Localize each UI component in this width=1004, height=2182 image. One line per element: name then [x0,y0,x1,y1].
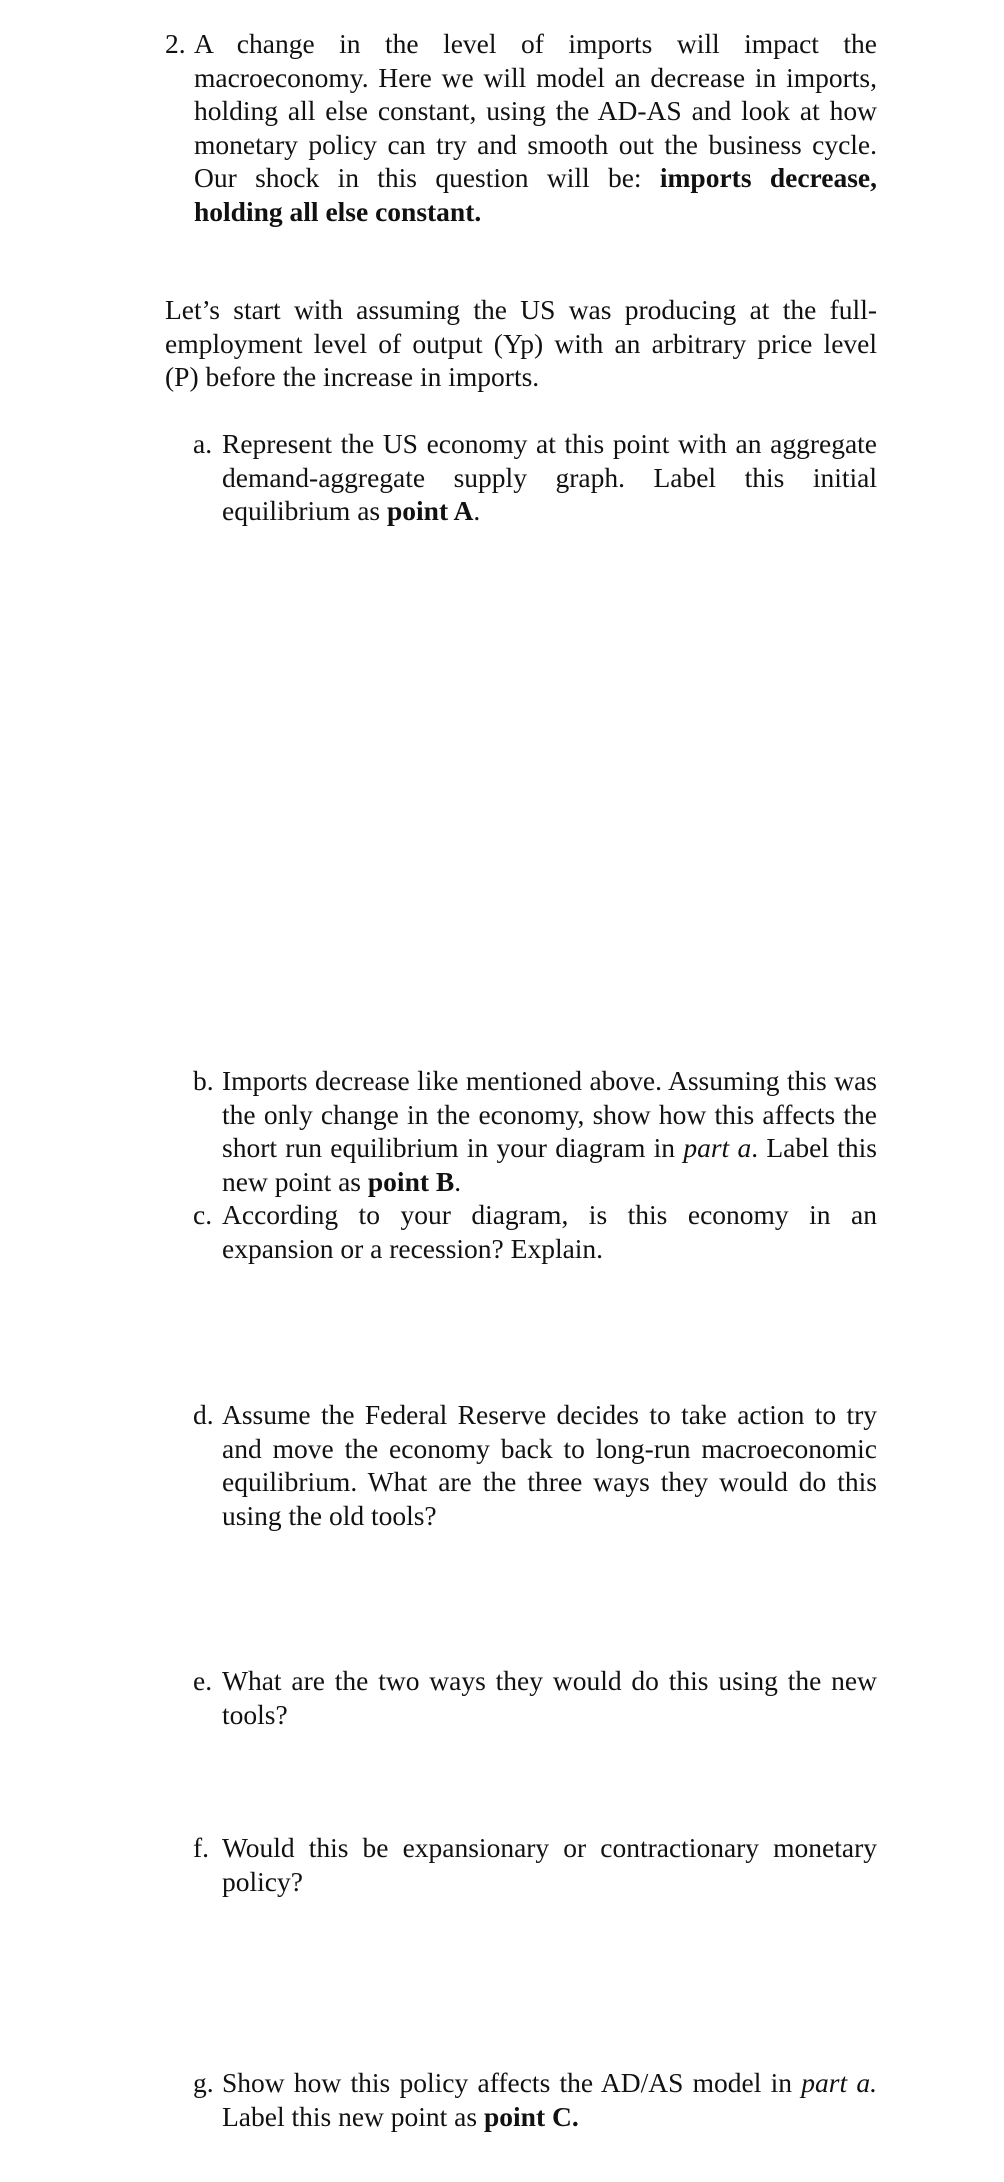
part-a-letter: a. [193,428,213,459]
part-b-plain: Imports decrease like mentioned above. Assuming this was the only change in the economy, show how this affects the short run equilibrium in your diagram in [222,1065,877,1163]
question-shock-bold: imports decrease, holding all else constant. [194,162,877,227]
part-e [193,1664,877,1731]
part-g-text [193,2066,877,2133]
question-text [165,27,877,228]
part-g-plain: Show how this policy affects the AD/AS model in [222,2067,802,2098]
part-g [193,2066,877,2133]
part-g-italic: part a. [801,2067,878,2098]
part-d-text: Assume the Federal Reserve decides to take action to try and move the economy back to long-run macroeconomic equilibrium. What are the three ways they would do this using the old tools? [222,1399,877,1531]
part-b-text [193,1064,877,1198]
part-c-text: According to your diagram, is this economy in an expansion or a recession? Explain. [222,1199,877,1264]
part-c [193,1198,877,1265]
part-d [193,1398,877,1532]
part-a-text [193,427,877,528]
part-b [193,1064,877,1198]
part-f-letter: f. [193,1832,210,1863]
part-c-letter: c. [193,1199,213,1230]
part-g-bold: point C. [483,2100,579,2132]
part-b-end: . [454,1165,462,1197]
part-e-letter: e. [193,1665,213,1696]
part-e-text: What are the two ways they would do this using the new tools? [222,1665,877,1730]
part-f [193,1831,877,1898]
part-f-text: Would this be expansionary or contractionary monetary policy? [222,1832,877,1897]
part-b-mid: . Label this new point as [222,1132,877,1197]
question-2 [165,27,877,228]
question-number: 2. [165,28,186,59]
part-a-bold: point A [386,495,474,526]
part-g-mid: Label this new point as [222,2100,484,2132]
part-a-end: . [473,495,481,526]
part-d-letter: d. [193,1399,214,1430]
part-a [193,427,877,528]
part-b-bold: point B [367,1165,455,1197]
part-b-italic: part a [683,1132,752,1163]
intro-paragraph: Let’s start with assuming the US was producing at the full-employment level of output (Yp) with an arbitrary price level (P) before the increase in imports. [165,294,877,392]
part-g-letter: g. [193,2067,214,2098]
part-b-letter: b. [193,1065,214,1096]
question-text-plain: A change in the level of imports will impact the macroeconomy. Here we will model an decrease in imports, holding all else constant, using the AD-AS and look at how monetary policy can try and smooth out the business cycle. Our shock in this question will be: [194,28,877,193]
part-a-plain: Represent the US economy at this point with an aggregate demand-aggregate supply graph. Label this initial equilibrium as [222,428,877,526]
